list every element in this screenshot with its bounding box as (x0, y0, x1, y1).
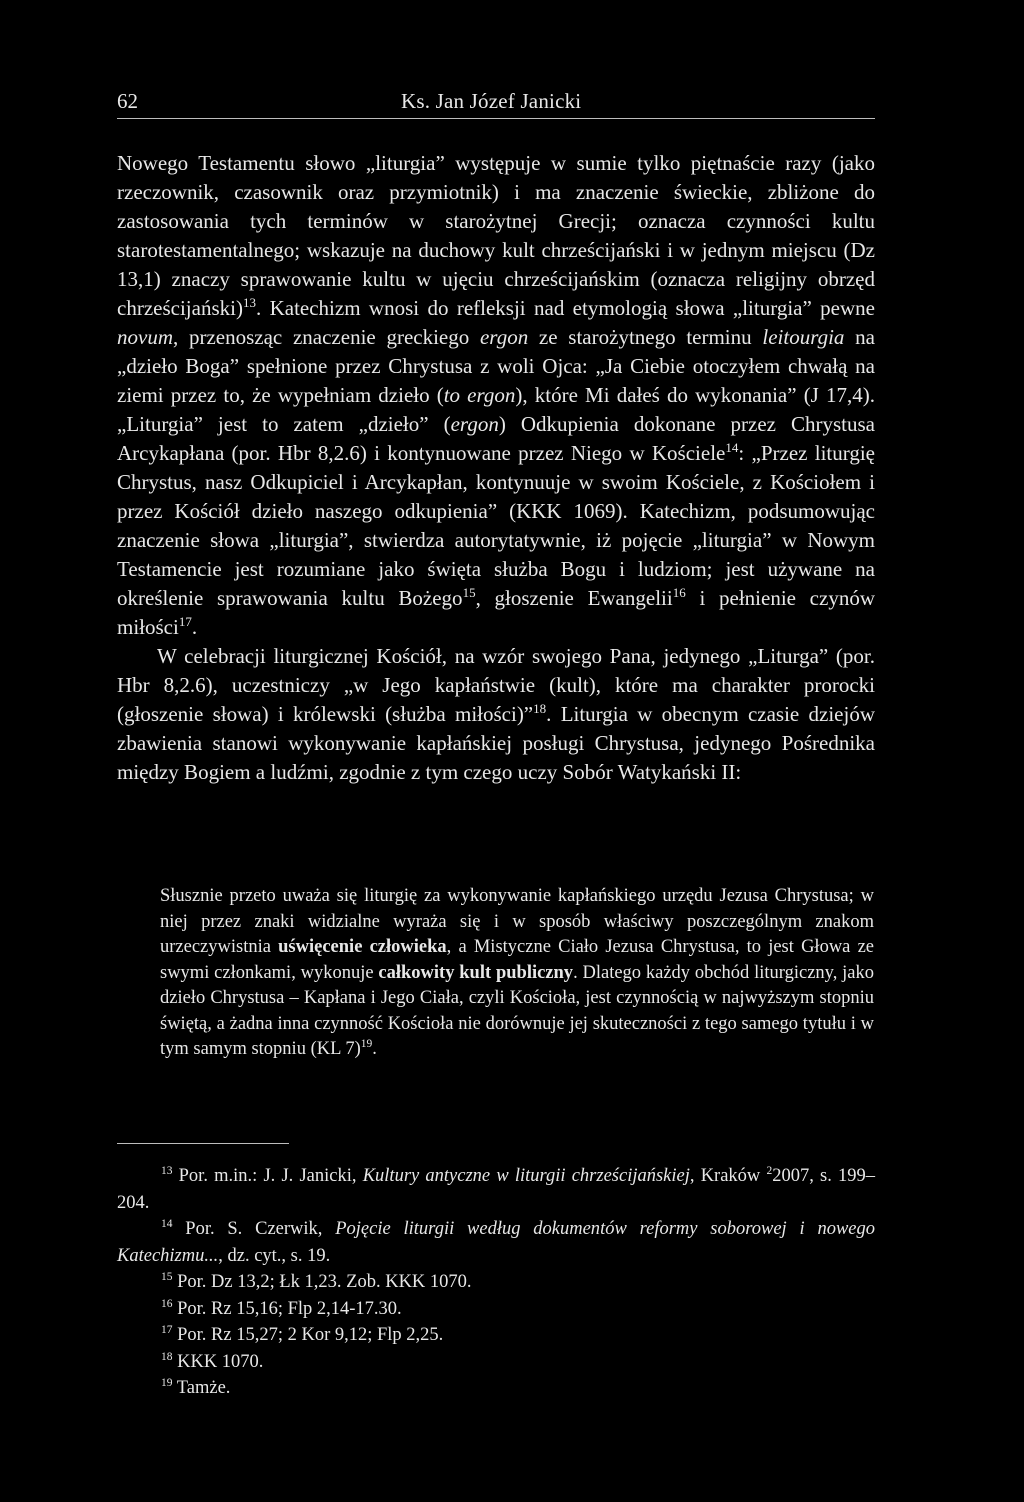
footnote-14: $^{14}$ Por. S. Czerwik, Pojęcie liturgii według dokumentów reformy soborowej i nowego Katechizmu..., dz. cyt., s. 19. (117, 1217, 876, 1266)
footnote-ref-13[interactable]: 13 (242, 295, 256, 310)
main-text (117, 149, 875, 787)
footnote-ref-14[interactable]: 14 (725, 440, 739, 455)
quote-paragraph: Słusznie przeto uważa się liturgię za wykonywanie kapłańskiego urzędu Jezusa Chrystusa; w niej przez znaki widzialne wyraża się i w sposób właściwy poszczególnym znakom urzeczywistnia uświęcenie człowieka, a Mistyczne Ciało Jezusa Chrystusa, to jest Głowa ze swymi członkami, wykonuje całkowity kult publiczny. Dlatego każdy obchód liturgiczny, jako dzieło Chrystusa – Kapłana i Jego Ciała, czyli Kościoła, jest czynnością w najwyższym stopniu świętą, a żadna inna czynność Kościoła nie dorównuje jej skuteczności z tego samego tytułu i w tym samym stopniu (KL 7)$^{19}$. (160, 886, 875, 1059)
page-number: 62 (117, 89, 138, 113)
running-head: Ks. Jan Józef Janicki (401, 89, 582, 113)
footnote-ref-15[interactable]: 15 (462, 585, 476, 600)
footnote-ref-16[interactable]: 16 (672, 585, 686, 600)
footnote-ref-17[interactable]: 17 (178, 614, 192, 629)
footnote-18: $^{18}$ KKK 1070. (161, 1350, 264, 1372)
footnotes (117, 1163, 875, 1402)
block-quote (160, 884, 874, 1063)
paragraph-1: Nowego Testamentu słowo „liturgia” występuje w sumie tylko piętnaście razy (jako rzeczownik, czasownik oraz przymiotnik) i ma znaczenie świeckie, zbliżone do zastosowania tych terminów w starożytnej Grecji; oznacza czynności kultu starotestamentalnego; wskazuje na duchowy kult chrześcijański i w jednym miejscu (Dz 13,1) znaczy sprawowanie kultu w ujęciu chrześcijańskim (oznacza religijny obrzęd chrześcijański)$^{13}$. Katechizm wnosi do refleksji nad etymologią słowa „liturgia” pewne novum, przenosząc znaczenie greckiego ergon ze starożytnego terminu leitourgia na „dzieło Boga” spełnione przez Chrystusa z woli Ojca: „Ja Ciebie otoczyłem chwałą na ziemi przez to, że wypełniam dzieło (to ergon), które Mi dałeś do wykonania” (J 17,4). „Liturgia” jest to zatem „dzieło” (ergon) Odkupienia dokonane przez Chrystusa Arcykapłana (por. Hbr 8,2.6) i kontynuowane przez Niego w Kościele$^{14}$: „Przez liturgię Chrystus, nasz Odkupiciel i Arcykapłan, kontynuuje w swoim Kościele, z Kościołem i przez Kościół dzieło naszego odkupienia” (KKK 1069). Katechizm, podsumowując znaczenie słowa „liturgia”, stwierdza autorytatywnie, iż pojęcie „liturgia” w Nowym Testamencie jest rozumiane jako święta służba Bogu i ludziom; jest używane na określenie sprawowania kultu Bożego$^{15}$, głoszenie Ewangelii$^{16}$ i pełnienie czynów miłości$^{17}$. (117, 151, 876, 639)
footnote-separator (117, 1143, 289, 1144)
footnote-ref-19[interactable]: 19 (360, 1037, 373, 1050)
page-header (117, 88, 875, 119)
paragraph-2: W celebracji liturgicznej Kościół, na wzór swojego Pana, jedynego „Liturga” (por. Hbr 8,2.6), uczestniczy „w Jego kapłaństwie (kult), które ma charakter prorocki (głoszenie słowa) i królewski (służba miłości)”$^{18}$. Liturgia w obecnym czasie dziejów zbawienia stanowi wykonywanie kapłańskiej posługi Chrystusa, jedynego Pośrednika między Bogiem a ludźmi, zgodnie z tym czego uczy Sobór Watykański II: (117, 644, 875, 784)
footnote-ref-18[interactable]: 18 (533, 701, 547, 716)
footnote-19: $^{19}$ Tamże. (161, 1376, 231, 1398)
footnote-16: $^{16}$ Por. Rz 15,16; Flp 2,14-17.30. (161, 1297, 402, 1319)
footnote-13: $^{13}$ Por. m.in.: J. J. Janicki, Kultury antyczne w liturgii chrześcijańskiej, Kraków $^2$2007, s. 199–204. (117, 1164, 876, 1213)
footnote-15: $^{15}$ Por. Dz 13,2; Łk 1,23. Zob. KKK 1070. (161, 1270, 472, 1292)
footnote-17: $^{17}$ Por. Rz 15,27; 2 Kor 9,12; Flp 2,25. (161, 1323, 444, 1345)
